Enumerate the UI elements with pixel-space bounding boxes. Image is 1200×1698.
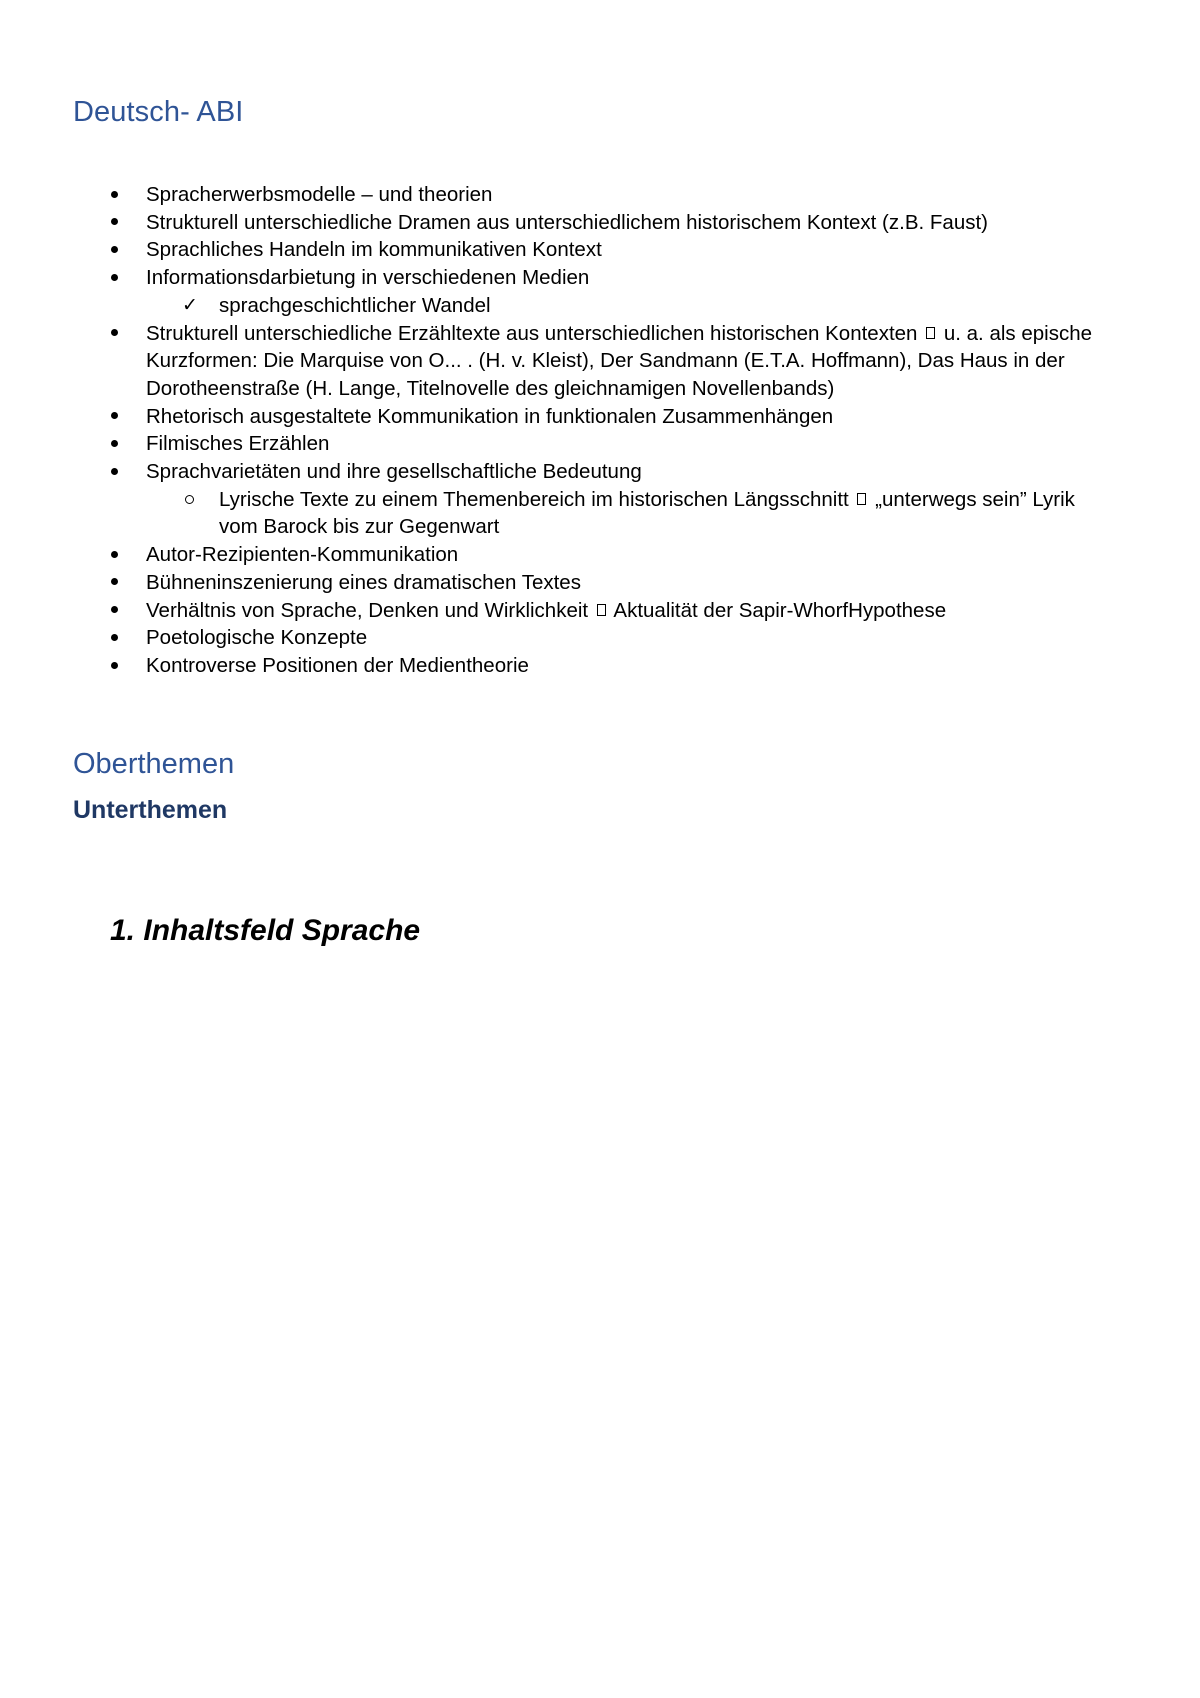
list-item (0, 624, 1116, 652)
list-item-text: Poetologische Konzepte (146, 626, 368, 650)
topic-list (0, 181, 1200, 680)
check-icon: ✓ (182, 294, 198, 316)
bullet-icon (108, 569, 120, 597)
list-item-text-after: „unterwegs sein” Lyrik vom Barock bis zur Gegenwart (219, 487, 1075, 539)
list-item-text: Kontroverse Positionen der Medientheorie (146, 653, 529, 677)
list-item (0, 236, 1116, 264)
bullet-icon (108, 458, 120, 486)
list-item (0, 541, 1116, 569)
list-item-text: Informationsdarbietung in verschiedenen Medien (146, 266, 590, 290)
list-item (0, 264, 1116, 292)
bullet-icon (108, 264, 120, 292)
section-heading: 1. Inhaltsfeld Sprache (110, 914, 421, 947)
list-item-text-after: u. a. als epische Kurzformen: Die Marquise von O... . (H. v. Kleist), Der Sandmann (E.T.A. Hoffmann), Das Haus in der Dorotheenstraße (H. Lange, Titelnovelle des gleichnamigen Novellenbands) (146, 321, 1093, 400)
list-item (0, 569, 1116, 597)
bullet-icon (108, 597, 120, 625)
bullet-icon (108, 320, 120, 348)
bullet-icon (108, 403, 120, 431)
list-item-text: Bühneninszenierung eines dramatischen Textes (146, 570, 581, 594)
list-item-text: Autor-Rezipienten-Kommunikation (146, 543, 459, 567)
bullet-icon (108, 236, 120, 264)
bullet-icon (108, 430, 120, 458)
list-item-text: Filmisches Erzählen (146, 432, 330, 456)
list-item-text: Spracherwerbsmodelle – und theorien (146, 183, 493, 206)
list-item-text: Sprachvarietäten und ihre gesellschaftliche Bedeutung (146, 460, 642, 484)
list-item (0, 597, 1116, 625)
circle-icon (182, 486, 196, 514)
arrow-placeholder-icon (926, 327, 935, 339)
sub-list-item (0, 486, 1119, 541)
list-item-text-before: Verhältnis von Sprache, Denken und Wirklichkeit (146, 598, 589, 622)
sub-list-item (0, 292, 1119, 320)
list-item-text-before: Strukturell unterschiedliche Erzähltexte aus unterschiedlichen historischen Kontexten (146, 321, 918, 345)
arrow-placeholder-icon (857, 493, 866, 505)
list-item-text: Sprachliches Handeln im kommunikativen Kontext (146, 238, 602, 262)
bullet-icon (108, 624, 120, 652)
heading-oberthemen: Oberthemen (73, 748, 235, 780)
bullet-icon (108, 209, 120, 237)
list-item (0, 403, 1116, 431)
bullet-icon (108, 181, 120, 209)
list-item (0, 181, 1116, 209)
bullet-icon (108, 541, 120, 569)
list-item (0, 320, 1116, 403)
list-item (0, 209, 1116, 237)
list-item (0, 458, 1116, 486)
document-title: Deutsch- ABI (73, 96, 244, 128)
list-item-text: Rhetorisch ausgestaltete Kommunikation in funktionalen Zusammenhängen (146, 404, 834, 428)
arrow-placeholder-icon (597, 604, 606, 616)
heading-unterthemen: Unterthemen (73, 796, 228, 824)
list-item-text: Strukturell unterschiedliche Dramen aus unterschiedlichem historischem Kontext (z.B. Faust) (146, 210, 988, 234)
list-item-text-before: Lyrische Texte zu einem Themenbereich im historischen Längsschnitt (219, 487, 849, 511)
list-item-text: sprachgeschichtlicher Wandel (219, 293, 491, 317)
list-item (0, 652, 1116, 680)
bullet-icon (108, 652, 120, 680)
list-item (0, 430, 1116, 458)
list-item-text-after: Aktualität der Sapir-WhorfHypothese (613, 598, 947, 622)
